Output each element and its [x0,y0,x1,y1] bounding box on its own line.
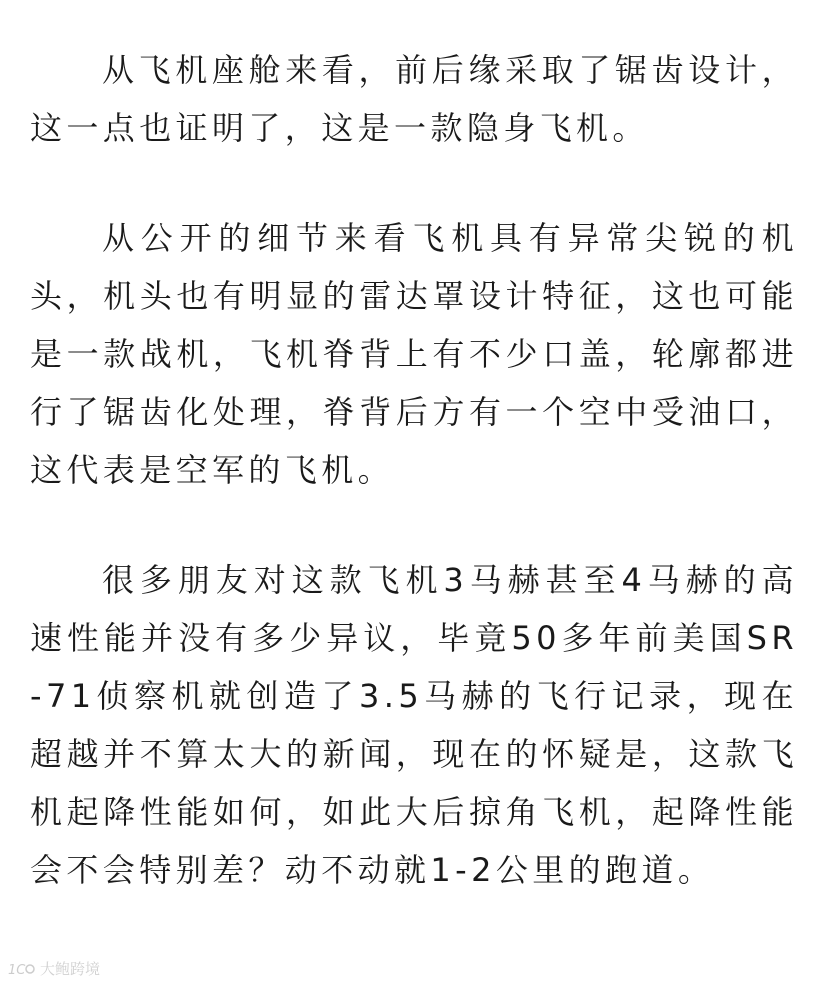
sohu-logo-icon [8,960,36,978]
paragraph-3: 很多朋友对这款飞机3马赫甚至4马赫的高速性能并没有多少异议，毕竟50多年前美国SR-71侦察机就创造了3.5马赫的飞行记录，现在超越并不算太大的新闻，现在的怀疑是，这款飞机起降性能如何，如此大后掠角飞机，起降性能会不会特别差？动不动就1-2公里的跑道。 [30,561,798,889]
svg-text:1C: 1C [8,962,26,978]
paragraph-2: 从公开的细节来看飞机具有异常尖锐的机头，机头也有明显的雷达罩设计特征，这也可能是一款战机，飞机脊背上有不少口盖，轮廓都进行了锯齿化处理，脊背后方有一个空中受油口，这代表是空军的飞机。 [30,219,798,489]
article-body [30,41,798,899]
paragraph-1: 从飞机座舱来看，前后缘采取了锯齿设计，这一点也证明了，这是一款隐身飞机。 [30,51,798,147]
watermark-text: 大鲍跨境 [40,960,101,978]
watermark [8,958,100,979]
